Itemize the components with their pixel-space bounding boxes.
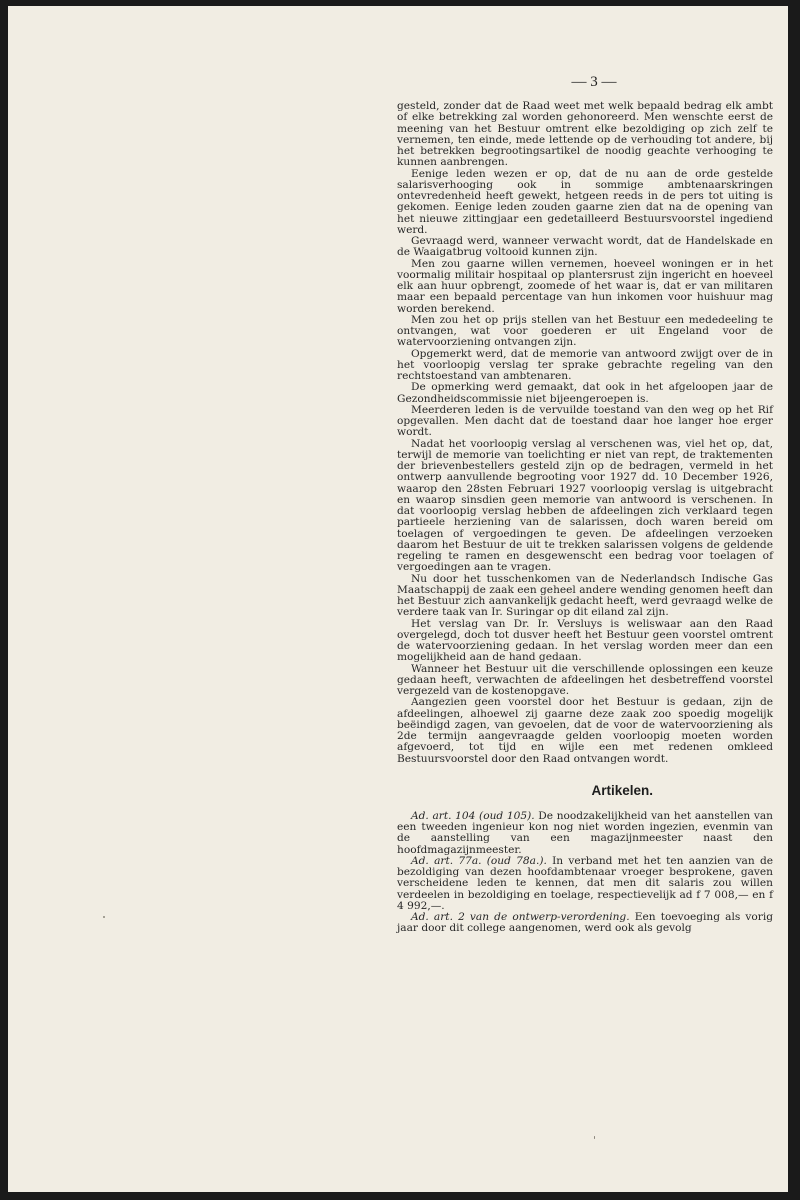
paragraph: Men zou gaarne willen vernemen, hoeveel woningen er in het voormalig militair hospitaal op plantersrust zijn ingericht en hoeveel elk aan huur opbrengt, zoomede of het waar is, dat er van militaren maar een bepaald percentage van hun inkomen voor huishuur mag worden berekend. xyxy=(397,257,773,315)
article-text: In verband met het ten aanzien van de bezoldiging van dezen hoofdambtenaar vroeger besprokene, gaven verscheidene leden te kennen, dat men dit salaris zou willen verdeelen in bezoldiging en toelage, respectievelijk ad f 7 008,— en f 4 992,—. xyxy=(397,854,774,912)
article-reference: Ad. art. 77a. (oud 78a.). xyxy=(411,854,547,867)
paragraph: Aangezien geen voorstel door het Bestuur is gedaan, zijn de afdeelingen, alhoewel zij gaarne deze zaak zoo spoedig mogelijk beëindigd zagen, van gevoelen, dat de voor de watervoorziening als 2de termijn aangevraagde gelden voorloopig moeten worden afgevoerd, tot tijd en wijle een met redenen omkleed Bestuursvoorstel door den Raad ontvangen wordt. xyxy=(397,696,773,765)
article-reference: Ad. art. 2 van de ontwerp-verordening. xyxy=(411,911,630,923)
article-text: Een toevoeging als vorig jaar door dit college aangenomen, werd ook als gevolg xyxy=(397,911,773,935)
paragraph: De opmerking werd gemaakt, dat ook in het afgeloopen jaar de Gezondheidscommissie niet bijeengeroepen is. xyxy=(397,381,773,405)
article-reference: Ad. art. 104 (oud 105). xyxy=(411,809,535,822)
paragraph: Wanneer het Bestuur uit die verschillende oplossingen een keuze gedaan heeft, verwachten de afdeelingen het desbetreffend voorstel vergezeld van de kostenopgave. xyxy=(397,662,773,697)
article-text: De noodzakelijkheid van het aanstellen van een tweeden ingenieur kon nog niet worden ingezien, evenmin van de aanstelling van een magazijnmeester naast den hoofdmagazijnmeester. xyxy=(397,809,773,856)
paper-speck xyxy=(103,916,105,918)
paragraph: Nadat het voorloopig verslag al verschenen was, viel het op, dat, terwijl de memorie van toelichting er niet van rept, de traktementen der brievenbestellers gesteld zijn op de bedragen, vermeld in het ontwerp aanvullende begrooting voor 1927 dd. 10 December 1926, waarop den 28sten Februari 1927 voorloopig verslag is uitgebracht en waarop sinsdien geen memorie van antwoord is verschenen. In dat voorloopig verslag hebben de afdeelingen zich verklaard tegen partieele herziening van de salarissen, doch waren bereid om toelagen of vergoedingen te geven. De afdeelingen verzoeken daarom het Bestuur de uit te trekken salarissen volgens de geldende regeling te ramen en desgewenscht een bedrag voor toelagen of vergoedingen aan te vragen. xyxy=(397,437,773,574)
paragraph: Men zou het op prijs stellen van het Bestuur een mededeeling te ontvangen, wat voor goederen er uit Engeland voor de watervoorziening ontvangen zijn. xyxy=(397,313,773,349)
article-paragraph xyxy=(397,912,773,935)
text-column xyxy=(397,101,773,935)
document-page xyxy=(8,6,788,1192)
paragraph: Opgemerkt werd, dat de memorie van antwoord zwijgt over de in het voorloopig verslag ter sprake gebrachte regeling van den rechtstoestand van ambtenaren. xyxy=(397,347,773,382)
section-heading: Artikelen. xyxy=(591,782,653,798)
paragraph: Nu door het tusschenkomen van de Nederlandsch Indische Gas Maatschappij de zaak een geheel andere wending genomen heeft dan het Bestuur zich aanvankelijk gedacht heeft, werd gevraagd welke de verdere taak van Ir. Suringar op dit eiland zal zijn. xyxy=(397,572,773,619)
paper-speck xyxy=(594,1136,595,1139)
article-paragraph xyxy=(397,811,773,856)
paragraph: Het verslag van Dr. Ir. Versluys is weliswaar aan den Raad overgelegd, doch tot dusver heeft het Bestuur geen voorstel omtrent de watervoorziening gedaan. In het verslag worden meer dan een mogelijkheid aan de hand gedaan. xyxy=(397,617,773,664)
paragraph: Meerderen leden is de vervuilde toestand van den weg op het Rif opgevallen. Men dacht dat de toestand daar hoe langer hoe erger wordt. xyxy=(397,403,773,439)
paragraph: gesteld, zonder dat de Raad weet met welk bepaald bedrag elk ambt of elke betrekking zal worden gehonoreerd. Men wenschte eerst de meening van het Bestuur omtrent elke bezoldiging op zich zelf te vernemen, ten einde, mede lettende op de verhouding tot andere, bij het betrekken begrootingsartikel de noodig geachte verhooging te kunnen aanbrengen. xyxy=(397,100,773,169)
page-number: — 3 — xyxy=(571,74,617,90)
article-paragraph xyxy=(397,856,773,912)
paragraph: Eenige leden wezen er op, dat de nu aan de orde gestelde salarisverhooging ook in sommige ambtenaarskringen ontevredenheid heeft gewekt, hetgeen reeds in de pers tot uiting is gekomen. Eenige leden zouden gaarne zien dat na de opening van het nieuwe zittingjaar een gedetailleerd Bestuursvoorstel ingediend werd. xyxy=(397,167,773,236)
paragraph: Gevraagd werd, wanneer verwacht wordt, dat de Handelskade en de Waaigatbrug voltooid kunnen zijn. xyxy=(397,235,773,259)
